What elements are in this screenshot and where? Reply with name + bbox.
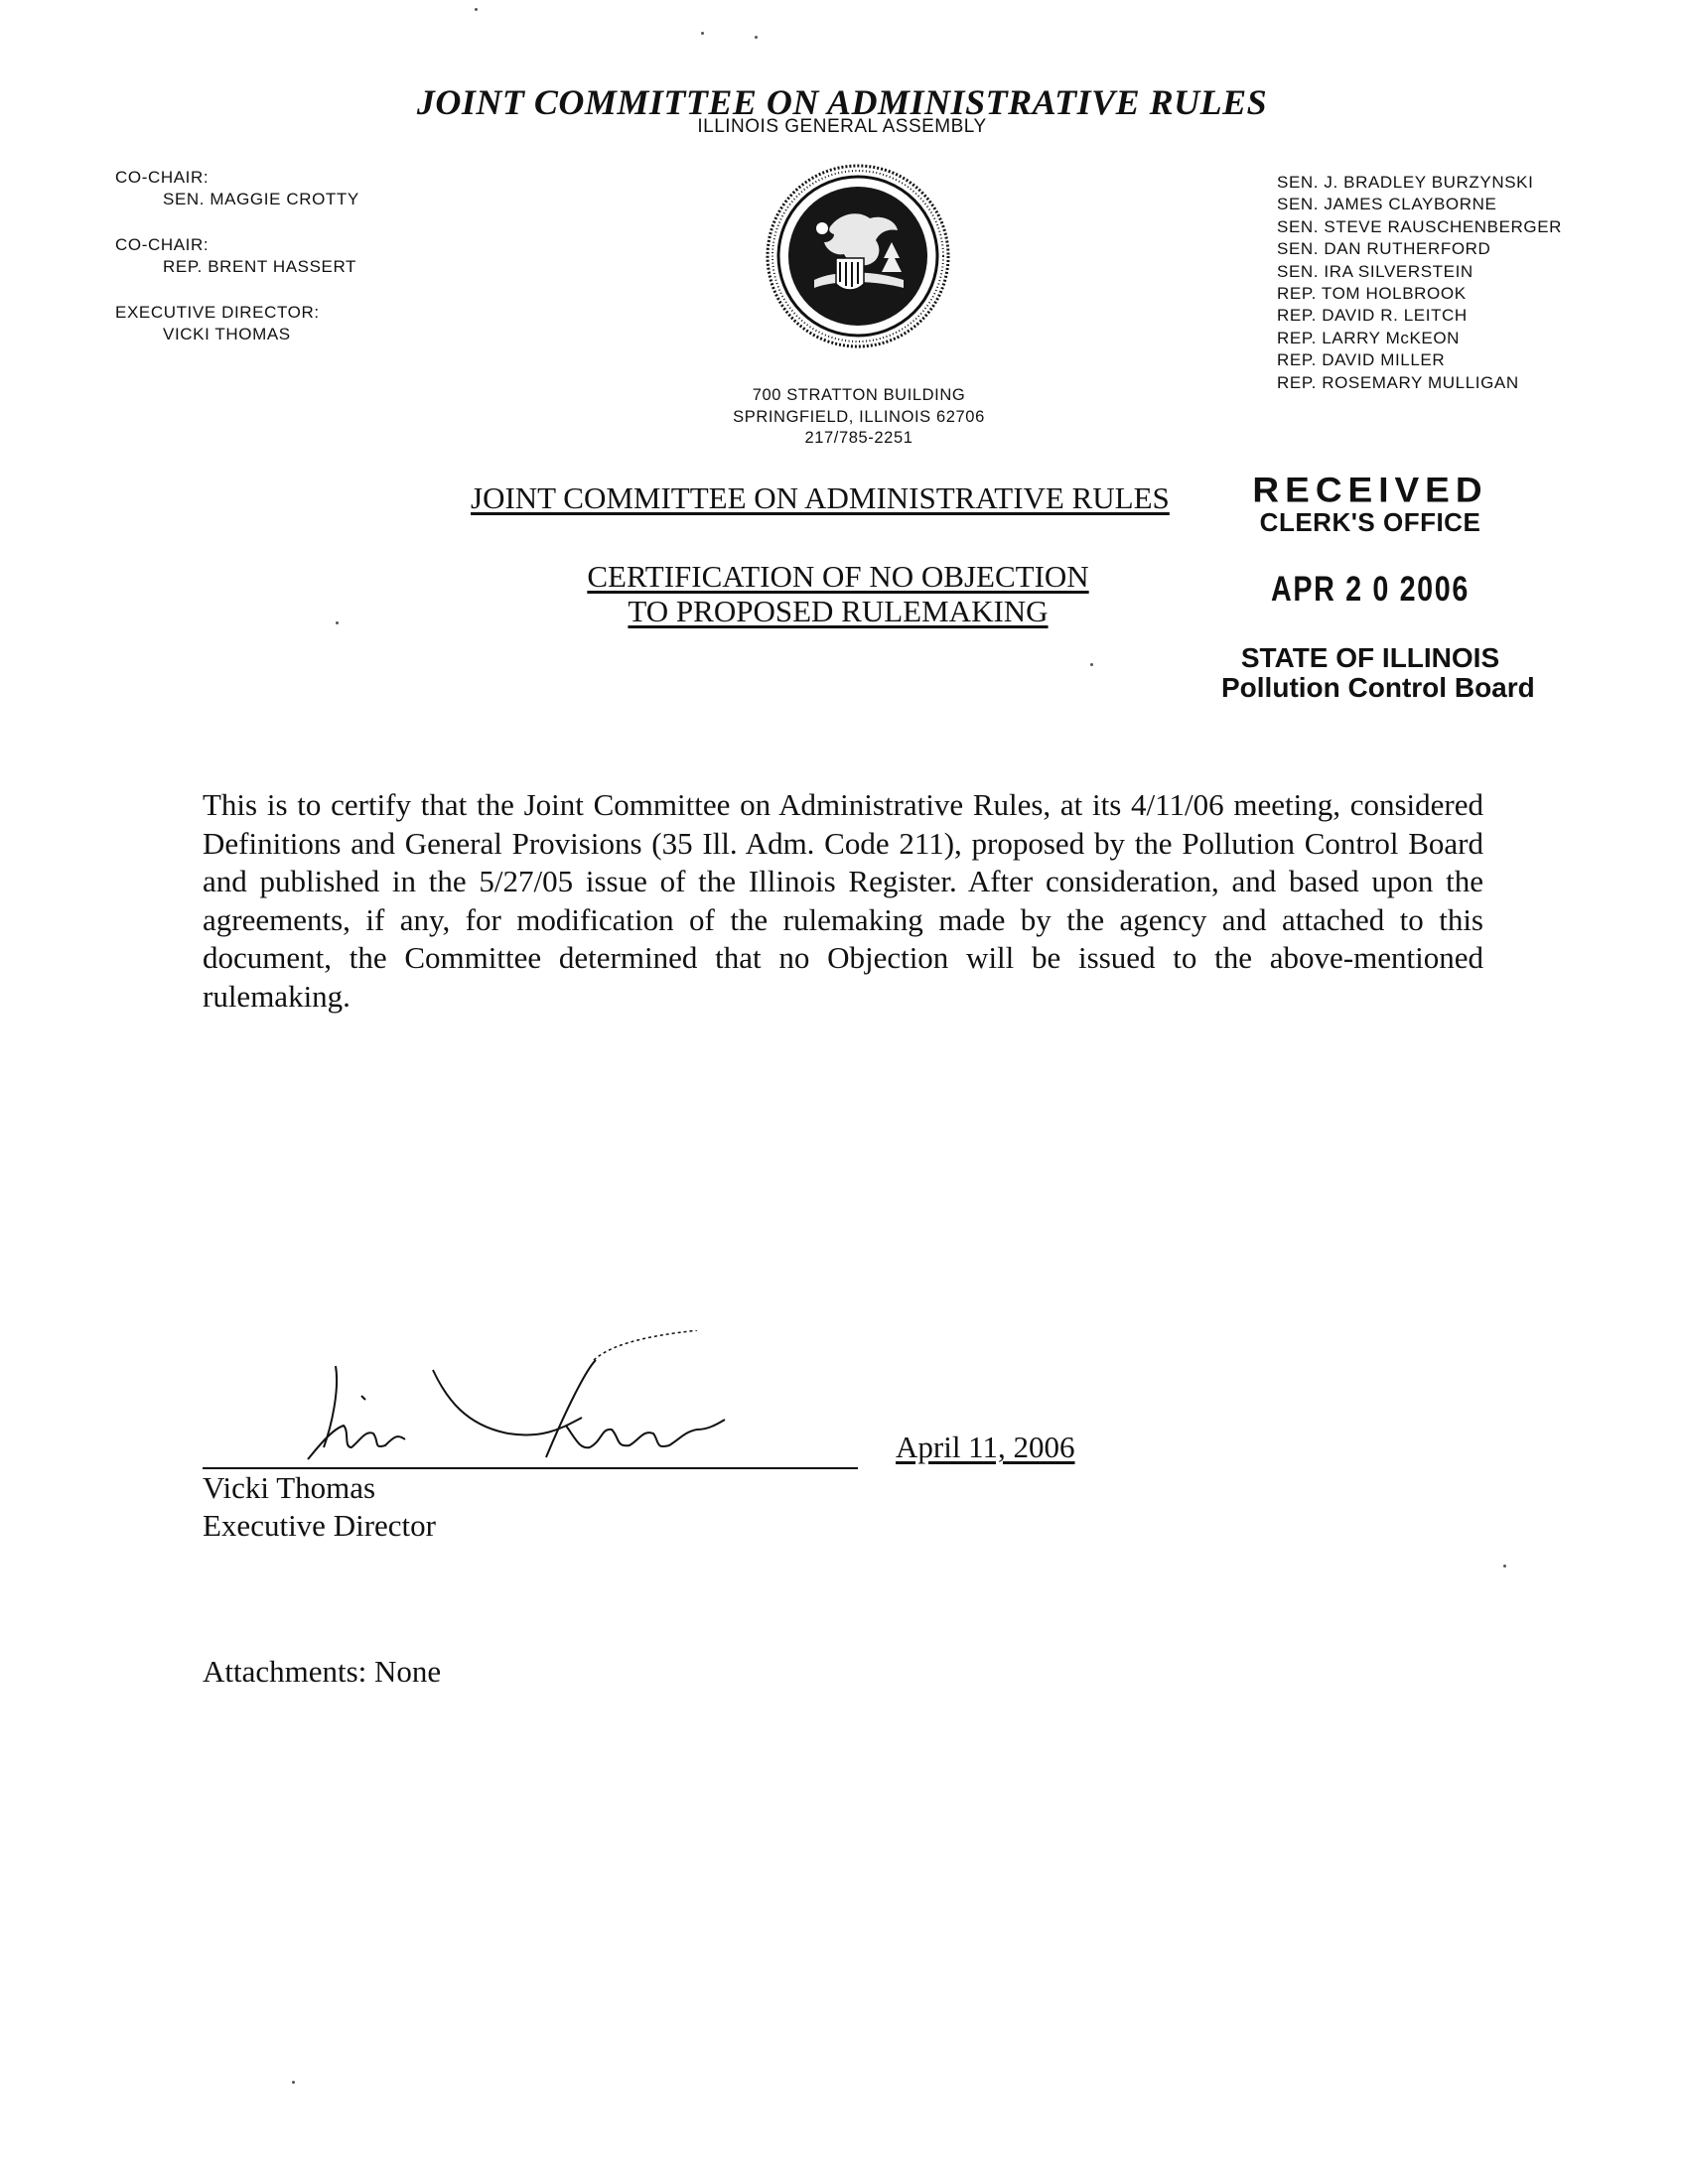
co-chair-2-name: REP. BRENT HASSERT (163, 257, 357, 276)
member-item: SEN. IRA SILVERSTEIN (1277, 261, 1474, 281)
stamp-state: STATE OF ILLINOIS (1240, 642, 1500, 673)
member-item: REP. TOM HOLBROOK (1277, 284, 1467, 304)
scan-speck (336, 621, 339, 624)
certification-title-line-2: TO PROPOSED RULEMAKING (628, 594, 1049, 628)
co-chair-2 (115, 234, 356, 278)
member-item: REP. DAVID R. LEITCH (1277, 306, 1468, 326)
signer-title: Executive Director (203, 1508, 436, 1543)
executive-director-label: EXECUTIVE DIRECTOR: (115, 303, 320, 322)
co-chair-2-label: CO-CHAIR: (115, 235, 210, 254)
member-item: REP. DAVID MILLER (1277, 350, 1446, 370)
signer-name: Vicki Thomas (203, 1470, 376, 1505)
scan-speck (475, 8, 478, 11)
scan-speck (1090, 663, 1093, 666)
address-line-2: SPRINGFIELD, ILLINOIS 62706 (733, 407, 985, 426)
stamp-board: Pollution Control Board (1221, 672, 1535, 703)
scan-speck (755, 36, 758, 39)
member-item: SEN. DAN RUTHERFORD (1277, 239, 1491, 259)
scan-speck (1503, 1565, 1506, 1568)
member-item: SEN. J. BRADLEY BURZYNSKI (1277, 173, 1534, 192)
member-item: SEN. JAMES CLAYBORNE (1277, 195, 1497, 214)
stamp-office: CLERK'S OFFICE (1259, 507, 1481, 537)
received-stamp (1221, 471, 1535, 703)
attachments-note: Attachments: None (203, 1654, 442, 1689)
co-chair-1 (115, 167, 359, 210)
committee-heading: JOINT COMMITTEE ON ADMINISTRATIVE RULES (471, 480, 1170, 515)
state-seal-icon (765, 163, 951, 349)
signature-date: April 11, 2006 (896, 1430, 1075, 1464)
co-chair-1-name: SEN. MAGGIE CROTTY (163, 190, 359, 208)
co-chair-1-label: CO-CHAIR: (115, 168, 210, 187)
handwritten-signature (248, 1330, 804, 1469)
stamp-received: RECEIVED (1252, 471, 1488, 509)
committee-address (695, 385, 1023, 450)
executive-director (115, 302, 320, 345)
members-list (1277, 172, 1562, 394)
scan-speck (701, 32, 704, 35)
executive-director-name: VICKI THOMAS (163, 325, 291, 343)
member-item: REP. LARRY McKEON (1277, 328, 1461, 347)
member-item: REP. ROSEMARY MULLIGAN (1277, 372, 1519, 392)
letterhead-title: JOINT COMMITTEE ON ADMINISTRATIVE RULES (416, 82, 1268, 122)
certification-title-line-1: CERTIFICATION OF NO OBJECTION (587, 559, 1089, 594)
address-line-1: 700 STRATTON BUILDING (752, 386, 966, 404)
stamp-date: APR 2 0 2006 (1271, 570, 1470, 609)
member-item: SEN. STEVE RAUSCHENBERGER (1277, 216, 1563, 236)
letterhead-subtitle: ILLINOIS GENERAL ASSEMBLY (697, 116, 987, 137)
scan-speck (292, 2081, 295, 2084)
phone-number: 217/785-2251 (804, 429, 913, 447)
certification-body: This is to certify that the Joint Committee on Administrative Rules, at its 4/11/06 meeting, considered Definitions and General Provisions (35 Ill. Adm. Code 211), proposed by the Pollution Control Board and published in the 5/27/05 issue of the Illinois Register. After consideration, and based upon the agreements, if any, for modification of the rulemaking made by the agency and attached to this document, the Committee determined that no Objection will be issued to the above-mentioned rulemaking. (203, 787, 1483, 1014)
